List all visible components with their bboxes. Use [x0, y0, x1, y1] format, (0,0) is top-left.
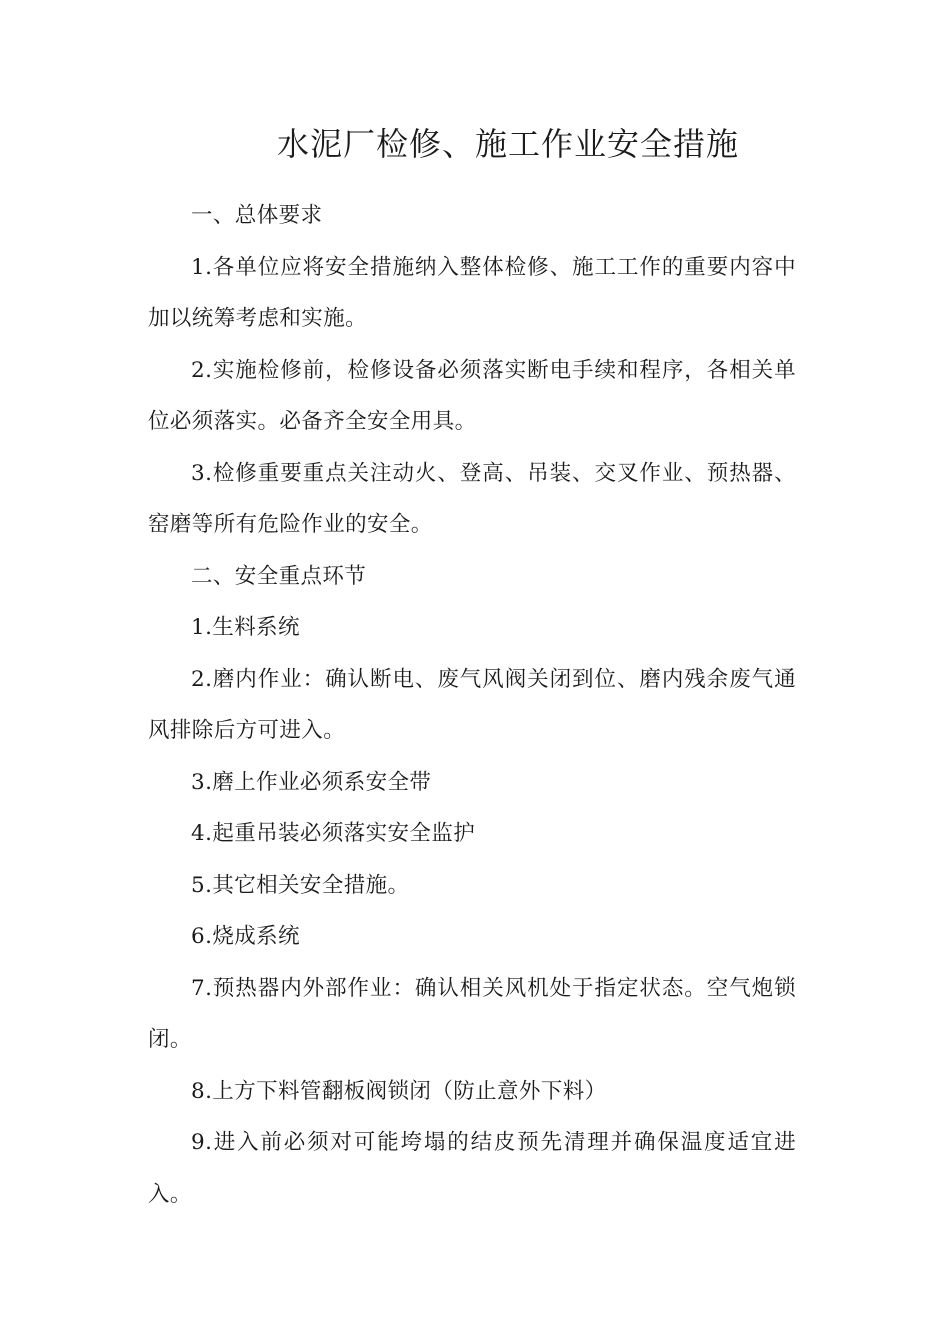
- document-body: [148, 190, 796, 1220]
- section-heading-general-requirements: 一、总体要求: [191, 203, 323, 228]
- paragraph-item: 1.生料系统: [191, 615, 300, 640]
- paragraph-item: 1.各单位应将安全措施纳入整体检修、施工工作的重要内容中加以统筹考虑和实施。: [148, 254, 796, 331]
- paragraph-item: 6.烧成系统: [191, 924, 300, 949]
- paragraph-item: 7.预热器内外部作业：确认相关风机处于指定状态。空气炮锁闭。: [148, 975, 796, 1052]
- section-heading-key-safety-points: 二、安全重点环节: [191, 563, 367, 589]
- paragraph-item: 2.实施检修前，检修设备必须落实断电手续和程序，各相关单位必须落实。必备齐全安全用具。: [148, 357, 796, 434]
- paragraph-item: 9.进入前必须对可能垮塌的结皮预先清理并确保温度适宜进入。: [148, 1130, 796, 1207]
- document-title: 水泥厂检修、施工作业安全措施: [276, 125, 739, 163]
- paragraph-item: 3.检修重要重点关注动火、登高、吊装、交叉作业、预热器、窑磨等所有危险作业的安全。: [148, 460, 796, 537]
- paragraph-item: 5.其它相关安全措施。: [191, 872, 410, 898]
- paragraph-item: 8.上方下料管翻板阀锁闭（防止意外下料）: [191, 1078, 607, 1104]
- paragraph-item: 2.磨内作业：确认断电、废气风阀关闭到位、磨内残余废气通风排除后方可进入。: [148, 666, 796, 743]
- paragraph-item: 3.磨上作业必须系安全带: [191, 769, 432, 795]
- paragraph-item: 4.起重吊装必须落实安全监护: [191, 821, 476, 846]
